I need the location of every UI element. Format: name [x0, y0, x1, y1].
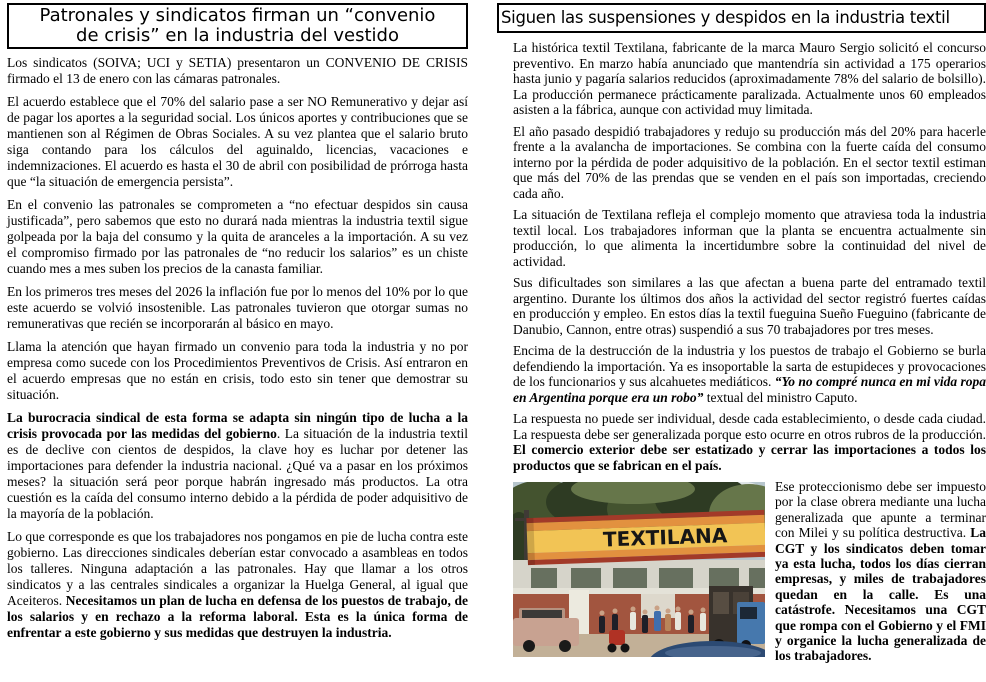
text-run: Ese proteccionismo debe ser impuesto por la clase obrera mediante una lucha generalizada que apunte a terminar con Milei y su política destructiva. [775, 479, 986, 541]
text-run: El comercio exterior debe ser estatizado y cerrar las importaciones a todos los productos que se fabrican en el país. [513, 442, 986, 473]
text-run: El acuerdo establece que el 70% del salario pase a ser NO Remunerativo y dejar así de pagar los aportes a la seguridad social. Los únicos aportes y contribuciones que se mantienen son al Régimen de Obras Sociales. A su vez plantea que el salario bruto siga contando para los cálculos del aguinaldo, licencias, vacaciones e indemnizaciones. El acuerdo es hasta el 30 de abril con posibilidad de prórroga hasta que “la situación de emergencia persista”. [7, 94, 468, 189]
right-article [497, 3, 986, 664]
text-run: La respuesta no puede ser individual, desde cada establecimiento, o desde cada ciudad. La respuesta debe ser generalizada porque esto ocurre en otros rubros de la producción. [513, 411, 986, 442]
text-run: Los sindicatos (SOIVA; UCI y SETIA) presentaron un CONVENIO DE CRISIS firmado el 13 de enero con las cámaras patronales. [7, 55, 468, 86]
article-paragraph [513, 207, 986, 269]
text-run: En los primeros tres meses del 2026 la inflación fue por lo menos del 10% por lo que este acuerdo se volvió insostenible. Las patronales tuvieron que otorgar sumas no remunerativas que recién se incorporarán al básico en mayo. [7, 284, 468, 331]
text-run: En el convenio las patronales se comprometen a “no efectuar despidos sin causa justificada”, pero sabemos que esto no durará nada mientras la industria textil sigue golpeada por la baja del consumo y la quita de aranceles a la importación. A su vez el compromiso firmado por las patronales de “no reducir los salarios” es un chiste cuando mes a mes suben los precios de la canasta familiar. [7, 197, 468, 276]
article-paragraph [7, 197, 468, 277]
photo-blue-pickup [737, 602, 765, 650]
text-run: La situación de Textilana refleja el complejo momento que atraviesa toda la industria textil local. Los trabajadores informan que la planta se encuentra actualmente sin producción, lo que alimenta la incertidumbre sobre la continuidad del nivel de actividad. [513, 207, 986, 269]
text-run: . La situación de la industria textil es de declive con cientos de despidos, la clave hoy es luchar por detener las importaciones para defender la industria nacional. ¿Qué va a pasar en los próximos meses? la situación será peor porque habrán ingresado más productos. La otra cuestión es la caída del consumo interno debido a la pérdida de poder adquisitivo de la mayoría de la población. [7, 426, 468, 521]
text-run: Sus dificultades son similares a las que afectan a buena parte del entramado textil argentino. Durante los últimos dos años la actividad del sector registró fuertes caídas en producción y empleo. En estos días la textil fueguina Sueño Fueguino (fabricante de Danubio, Cannon, entre otras) suspendió a sus 70 trabajadores por tres meses. [513, 275, 986, 337]
textilana-factory-photo [513, 482, 765, 657]
article-paragraph [7, 94, 468, 190]
left-article-headline: Patronales y sindicatos firman un “convenio de crisis” en la industria del vestido [7, 3, 468, 49]
article-paragraph [513, 343, 986, 405]
photo-banner-text: TEXTILANA [602, 523, 728, 552]
article-paragraph [513, 275, 986, 337]
article-paragraph [7, 284, 468, 332]
text-run: “Yo no compré nunca en mi vida ropa en Argentina porque era un robo” [513, 374, 986, 405]
right-article-headline: Siguen las suspensiones y despidos en la industria textil [497, 3, 986, 33]
text-run: El año pasado despidió trabajadores y redujo su producción más del 20% para hacerle frente a la avalancha de importaciones. Se combina con la fuerte caída del consumo interno por la pérdida de poder adquisitivo de la población. En el sector textil estiman que más del 70% de las prendas que se venden en el país son importadas, creciendo cada año. [513, 123, 986, 201]
photo-textilana-banner [526, 510, 765, 565]
text-run: Lo que corresponde es que los trabajadores nos pongamos en pie de lucha contra este gobierno. Las direcciones sindicales deberían estar convocado a asambleas en todos los talleres. Ninguna adaptación a las patronales. Hay que llamar a los otros sindicatos y a las centrales sindicales a organizar la Huelga General, al igual que Aceiteros. [7, 529, 468, 608]
text-run: La burocracia sindical de esta forma se adapta sin ningún tipo de lucha a la crisis provocada por las medidas del gobierno [7, 410, 468, 441]
left-article-body [7, 55, 468, 641]
text-run: La CGT y los sindicatos deben tomar ya esta lucha, todos los días cierran empresas, y miles de trabajadores quedan en la calle. Es una catástrofe. Necesitamos una CGT que rompa con el Gobierno y el FMI y organice la lucha generalizada de los trabajadores. [775, 525, 986, 664]
article-paragraph [7, 410, 468, 522]
text-run: Llama la atención que hayan firmado un convenio para toda la industria y no por empresa como sucede con los Procedimientos Preventivos de Crisis. Así entraron en el acuerdo empresas que no están en crisis, todo esto sin tener que demostrar su situación. [7, 339, 468, 402]
text-run: La histórica textil Textilana, fabricante de la marca Mauro Sergio solicitó el concurso preventivo. En marzo había anunciado que mantendría sin actividad a 175 operarios hasta junio y pagaría salarios reducidos (aproximadamente 78% del salario de bolsillo). La producción permanece prácticamente paralizada. Actualmente unos 60 empleados asisten a la fábrica, aunque con actividad muy limitada. [513, 40, 986, 117]
article-paragraph [7, 339, 468, 403]
article-paragraph [7, 529, 468, 641]
right-article-body [513, 40, 986, 473]
text-run: Encima de la destrucción de la industria y los puestos de trabajo el Gobierno se burla defendiendo la importación. Ya es insoportable la sarta de estupideces y provocaciones de los funcionarios y sus alcahuetes mediáticos. [513, 343, 986, 389]
text-run: Necesitamos un plan de lucha en defensa de los puestos de trabajo, de los salarios y en rechazo a la reforma laboral. Esta es la única forma de enfrentar a este gobierno y sus medidas que destruyen la industria. [7, 593, 468, 640]
left-article [7, 3, 468, 648]
article-paragraph [513, 411, 986, 473]
article-paragraph [513, 124, 986, 202]
article-paragraph [513, 40, 986, 118]
photo-and-text-section [513, 479, 986, 664]
article-paragraph [7, 55, 468, 87]
text-run: textual del ministro Caputo. [703, 389, 858, 405]
